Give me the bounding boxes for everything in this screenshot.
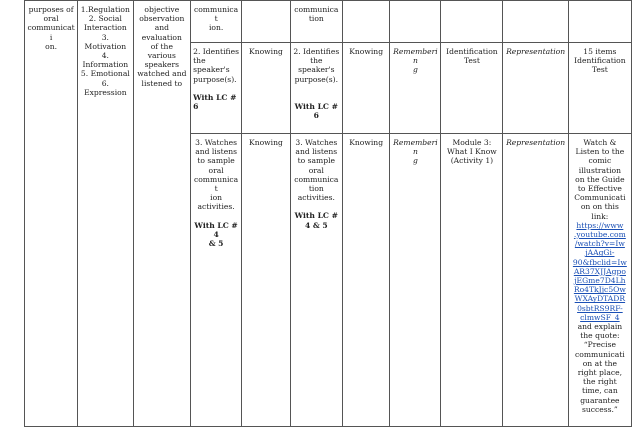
text-line: communica	[294, 174, 339, 184]
level2-text: Knowing	[349, 47, 384, 56]
competency-text	[193, 138, 239, 212]
text-line: watched and	[137, 69, 187, 79]
competency2-text	[293, 47, 340, 84]
competency2-cell-1	[290, 1, 342, 43]
text-line: With LC #	[294, 101, 338, 111]
text-line: 1.Regulation	[80, 5, 130, 14]
competency-text	[193, 5, 239, 33]
text-line: 4. Information	[82, 51, 129, 70]
text-line: Rememberin	[393, 138, 438, 157]
lc-text	[193, 221, 239, 249]
text-line: oral	[43, 14, 59, 24]
text-line: and listens	[195, 147, 237, 157]
text-line: activities.	[197, 202, 235, 212]
type-cell-2	[503, 43, 568, 134]
activity-text	[443, 138, 500, 166]
type-text: Representation	[506, 47, 566, 56]
text-line: What I Know	[447, 147, 497, 157]
text-line: to sample	[197, 156, 235, 166]
task-cell-1	[568, 1, 631, 43]
competency2-cell-2	[290, 43, 342, 134]
text-line: the	[310, 56, 323, 66]
text-line: communica	[294, 5, 339, 14]
text-line: (Activity 1)	[450, 156, 494, 166]
objective-cell	[133, 1, 191, 427]
text-line: speakers	[144, 60, 180, 70]
text-line[interactable]: /watch?v=Iw	[574, 239, 625, 249]
activity-cell-3	[441, 134, 503, 427]
text-line: and explain	[577, 322, 623, 332]
task-text	[571, 47, 629, 75]
text-line: communicat	[193, 174, 239, 194]
competency-text	[193, 47, 239, 84]
text-line: 6. Expression	[84, 78, 127, 97]
functions-list	[80, 5, 130, 97]
functions-cell	[78, 1, 133, 427]
text-line: 6	[313, 111, 319, 121]
text-line: 3. Watches	[195, 138, 238, 147]
text-line: g	[413, 156, 418, 166]
text-line: the quote:	[580, 331, 620, 341]
competency2-text	[293, 5, 340, 23]
text-line: of the various	[147, 41, 176, 61]
text-line[interactable]: https://www	[576, 220, 624, 230]
text-line: Rememberin	[393, 47, 438, 66]
level2-cell-1	[342, 1, 390, 43]
text-line: activities.	[297, 193, 335, 203]
text-line: and listens	[295, 147, 338, 157]
task-quote	[571, 322, 629, 414]
competency-cell-2	[191, 43, 242, 134]
level-cell-2	[242, 43, 291, 134]
text-line: 2. Identifies	[293, 47, 340, 56]
text-line: communicat	[193, 5, 239, 24]
task-cell-3	[568, 134, 631, 427]
competency-cell-1	[191, 1, 242, 43]
text-line: g	[413, 65, 418, 75]
text-line: Identification	[574, 56, 626, 66]
text-line: on.	[45, 41, 58, 51]
text-line: 15 items	[583, 47, 617, 56]
text-line: time, can	[582, 386, 618, 396]
text-line: the right	[583, 377, 617, 387]
text-line[interactable]: jAAgGi-	[585, 248, 615, 258]
activity-cell-2	[441, 43, 503, 134]
text-line: Communicati	[574, 193, 626, 203]
text-line: listened to	[141, 78, 183, 88]
objective-text	[136, 5, 189, 88]
level-cell-1	[242, 1, 291, 43]
text-line[interactable]: Ro4TkJjc5Ow	[573, 285, 626, 295]
text-line: Test	[591, 65, 608, 75]
text-line[interactable]: .youtube.com	[573, 230, 626, 240]
level2-cell-2	[342, 43, 390, 134]
text-line: speaker's	[298, 65, 335, 75]
text-line: objective	[144, 5, 180, 14]
text-line[interactable]: 0sbtRS9RF-	[577, 303, 623, 313]
competency-cell-3	[191, 134, 242, 427]
text-line[interactable]: WXAyDTADR	[574, 294, 626, 304]
text-line: Interaction	[83, 23, 127, 33]
text-line: on at the	[582, 358, 618, 368]
text-line: 2. Identifies	[193, 47, 239, 56]
text-line: on on this	[580, 202, 619, 212]
text-line: Module 3:	[452, 138, 492, 147]
dimension-cell-3	[390, 134, 441, 427]
dimension-text	[392, 138, 438, 166]
text-line: Listen to the	[575, 147, 625, 157]
purpose-cell	[25, 1, 78, 427]
lc-text: With LC # 6	[193, 92, 237, 112]
type-text: Representation	[506, 138, 566, 147]
purpose-text	[27, 5, 75, 51]
type-cell-1	[503, 1, 568, 43]
task-intro	[571, 138, 629, 221]
text-line: With LC # 4	[194, 220, 238, 239]
competency2-text	[293, 138, 340, 202]
text-line: right place,	[577, 368, 623, 378]
text-line: comic	[588, 156, 612, 166]
text-line: ion	[210, 193, 223, 203]
text-line: & 5	[208, 239, 224, 249]
text-line: 3. Motivation	[84, 32, 127, 51]
text-line: tion	[308, 14, 324, 24]
dimension-cell-2	[390, 43, 441, 134]
text-line: speaker's	[193, 65, 230, 75]
text-line: guarantee	[580, 395, 620, 405]
text-line: 4 & 5	[304, 220, 328, 230]
text-line: “Precise	[583, 340, 616, 350]
level-text: Knowing	[249, 47, 283, 56]
text-line[interactable]: 90&fbclid=Iw	[572, 257, 627, 267]
text-line: communicati	[27, 23, 75, 42]
text-line: oral	[308, 165, 324, 175]
text-line: Identification	[446, 47, 498, 56]
activity-cell-1	[441, 1, 503, 43]
level-cell-3	[242, 134, 291, 427]
text-line: link:	[591, 211, 609, 221]
lc2-text	[293, 102, 340, 120]
text-line: purpose(s).	[294, 74, 339, 84]
level2-text: Knowing	[349, 138, 384, 147]
text-line: Test	[463, 56, 480, 66]
activity-text	[443, 47, 500, 65]
text-line: illustration	[578, 165, 621, 175]
text-line: communicati	[575, 349, 625, 359]
text-line: success.”	[581, 404, 618, 414]
dimension-cell-1	[390, 1, 441, 43]
text-line: purposes of	[28, 5, 74, 14]
text-line: ion.	[208, 23, 224, 33]
text-line: Watch &	[583, 138, 617, 147]
level-text: Knowing	[249, 138, 283, 147]
text-line: observation	[139, 14, 185, 24]
text-line: 2. Social	[88, 14, 122, 24]
text-line: 3. Watches	[295, 138, 338, 147]
dimension-text	[392, 47, 438, 75]
level2-cell-3	[342, 134, 390, 427]
text-line[interactable]: AR37XJJAgpo	[573, 266, 626, 276]
text-line: tion	[308, 184, 324, 194]
text-line: 5. Emotional	[80, 69, 130, 79]
text-line: and evaluation	[141, 23, 182, 42]
curriculum-table	[24, 0, 632, 427]
competency2-cell-3	[290, 134, 342, 427]
lc2-text	[293, 211, 340, 229]
text-line: oral	[208, 165, 224, 175]
text-line: to Effective	[577, 184, 622, 194]
text-line: on the Guide	[575, 174, 625, 184]
text-line: purpose(s).	[193, 74, 237, 84]
text-line: the	[193, 56, 206, 66]
task-cell-2	[568, 43, 631, 134]
text-line: to sample	[297, 156, 336, 166]
text-line[interactable]: jEGme7D4Lh	[574, 276, 626, 286]
text-line: With LC #	[294, 211, 338, 221]
text-line[interactable]: clmwSF_4	[580, 312, 620, 322]
type-cell-3	[503, 134, 568, 427]
youtube-link[interactable]	[571, 221, 629, 322]
